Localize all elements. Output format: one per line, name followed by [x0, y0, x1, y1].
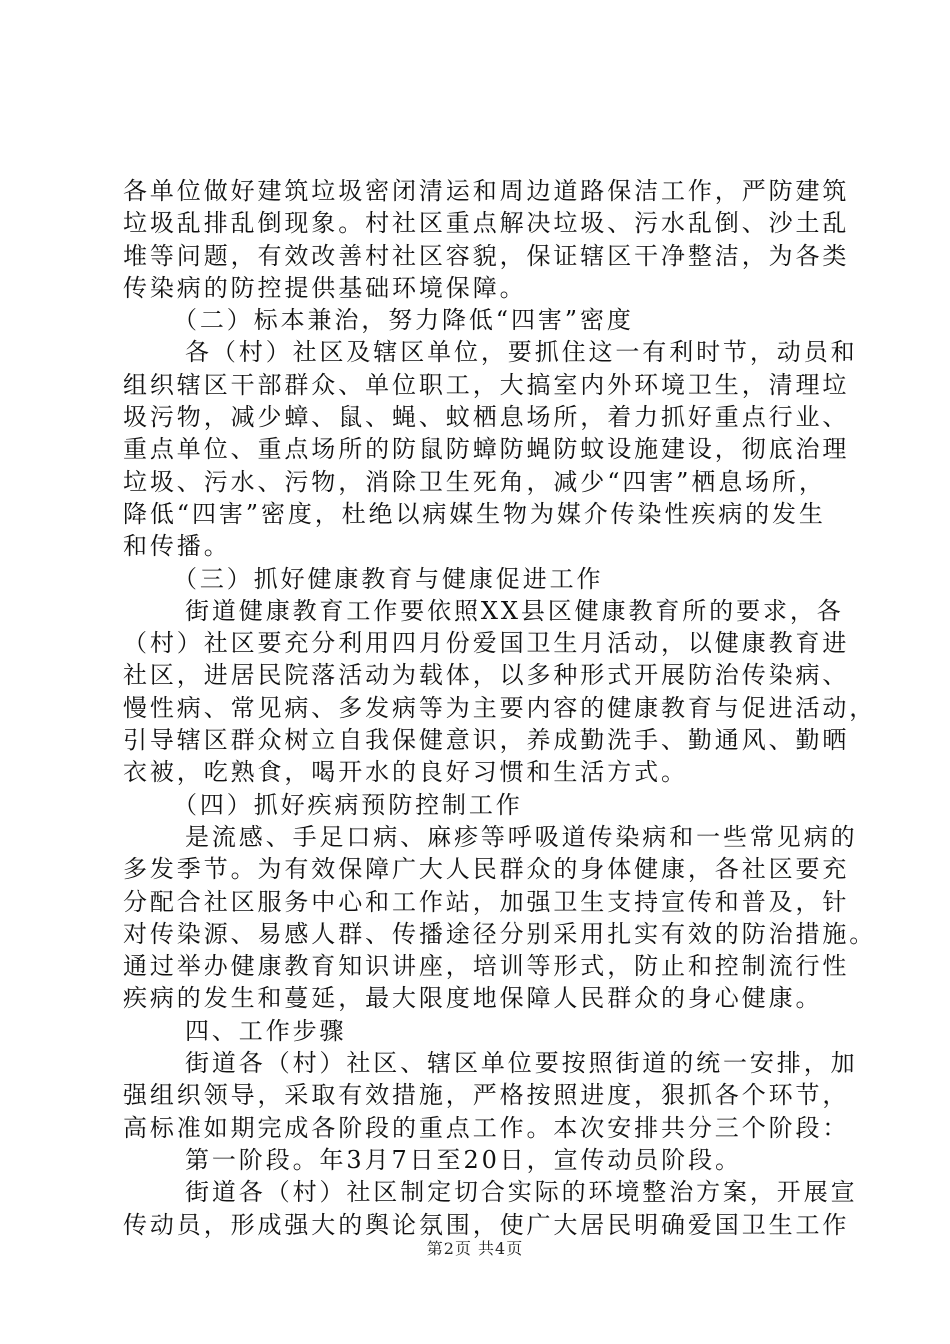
text-line: 堆等问题，有效改善村社区容貌，保证辖区干净整洁，为各类	[123, 241, 850, 270]
text-line: 分配合社区服务中心和工作站，加强卫生支持宣传和普及，针	[123, 887, 850, 916]
text-line: 高标准如期完成各阶段的重点工作。本次安排共分三个阶段：	[123, 1113, 850, 1142]
text-line: 降低“四害”密度，杜绝以病媒生物为媒介传染性疾病的发生	[123, 499, 826, 528]
text-line: 街道各（村）社区制定切合实际的环境整治方案，开展宣	[185, 1178, 858, 1207]
text-line: （四）抓好疾病预防控制工作	[173, 790, 523, 819]
text-line: 传动员，形成强大的舆论氛围，使广大居民明确爱国卫生工作	[123, 1210, 850, 1239]
text-line: （三）抓好健康教育与健康促进工作	[173, 564, 604, 593]
text-line: 街道各（村）社区、辖区单位要按照街道的统一安排，加	[185, 1049, 858, 1078]
text-line: 垃圾、污水、污物，消除卫生死角，减少“四害”栖息场所，	[123, 467, 826, 496]
text-line: 四、工作步骤	[185, 1016, 347, 1045]
text-line: 通过举办健康教育知识讲座，培训等形式，防止和控制流行性	[123, 952, 850, 981]
text-line: 各单位做好建筑垃圾密闭清运和周边道路保洁工作，严防建筑	[123, 177, 850, 205]
text-line: 和传播。	[123, 532, 231, 561]
text-line: 第一阶段。年3月7日至20日，宣传动员阶段。	[185, 1145, 742, 1174]
text-line: 组织辖区干部群众、单位职工，大搞室内外环境卫生，清理垃	[123, 370, 850, 399]
text-line: （二）标本兼治，努力降低“四害”密度	[173, 306, 634, 335]
text-line: 疾病的发生和蔓延，最大限度地保障人民群众的身心健康。	[123, 984, 823, 1013]
text-line: 慢性病、常见病、多发病等为主要内容的健康教育与促进活动，	[123, 693, 877, 722]
page-footer: 第2页 共4页	[426, 1239, 524, 1258]
document-body	[123, 175, 877, 1241]
text-line: 引导辖区群众树立自我保健意识，养成勤洗手、勤通风、勤晒	[123, 726, 850, 755]
text-line: 多发季节。为有效保障广大人民群众的身体健康，各社区要充	[123, 855, 850, 884]
text-line: 圾污物，减少蟑、鼠、蝇、蚊栖息场所，着力抓好重点行业、	[123, 403, 850, 432]
text-line: （村）社区要充分利用四月份爱国卫生月活动，以健康教育进	[123, 629, 850, 658]
text-line: 社区，进居民院落活动为载体，以多种形式开展防治传染病、	[123, 661, 850, 690]
text-line: 是流感、手足口病、麻疹等呼吸道传染病和一些常见病的	[185, 822, 858, 851]
text-line: 强组织领导，采取有效措施，严格按照进度，狠抓各个环节，	[123, 1081, 850, 1110]
text-line: 对传染源、易感人群、传播途径分别采用扎实有效的防治措施。	[123, 919, 877, 948]
text-line: 重点单位、重点场所的防鼠防蟑防蝇防蚊设施建设，彻底治理	[123, 435, 850, 464]
text-line: 各（村）社区及辖区单位，要抓住这一有利时节，动员和	[185, 338, 858, 367]
text-line: 传染病的防控提供基础环境保障。	[123, 273, 527, 302]
text-line: 垃圾乱排乱倒现象。村社区重点解决垃圾、污水乱倒、沙土乱	[123, 209, 850, 238]
text-line: 衣被，吃熟食，喝开水的良好习惯和生活方式。	[123, 758, 688, 787]
text-line: 街道健康教育工作要依照XX县区健康教育所的要求，各	[185, 596, 844, 625]
